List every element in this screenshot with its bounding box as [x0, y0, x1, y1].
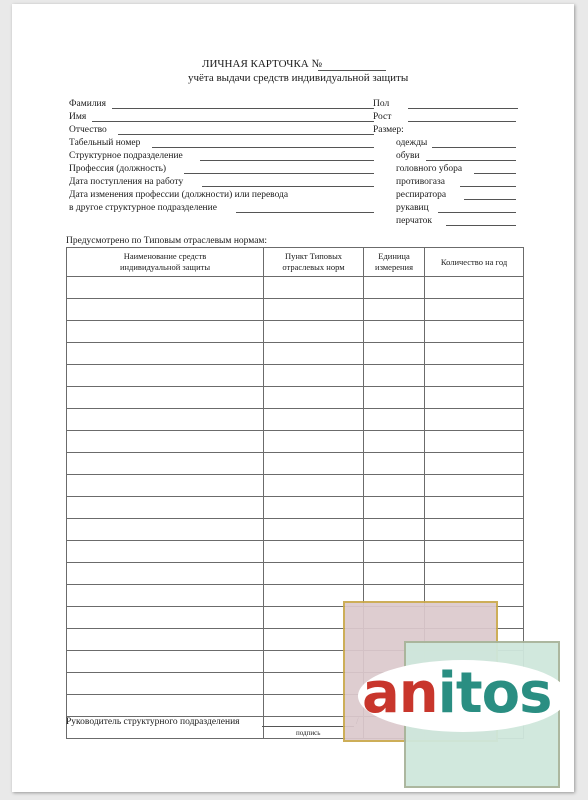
name-label: Имя: [69, 112, 87, 122]
table-cell[interactable]: [67, 453, 264, 475]
table-cell[interactable]: [364, 343, 425, 365]
table-row: [67, 277, 524, 299]
table-cell[interactable]: [264, 453, 364, 475]
manager-label: Руководитель структурного подразделения: [66, 717, 240, 727]
change-date-label-line1: Дата изменения профессии (должности) или перевода: [69, 190, 289, 200]
table-row: [67, 519, 524, 541]
table-row: [67, 365, 524, 387]
table-cell[interactable]: [67, 321, 264, 343]
table-cell[interactable]: [67, 695, 264, 717]
change-date-field[interactable]: [236, 212, 374, 213]
form-subtitle: учёта выдачи средств индивидуальной защиты: [188, 72, 409, 84]
table-cell[interactable]: [425, 343, 524, 365]
table-cell[interactable]: [67, 343, 264, 365]
department-field[interactable]: [200, 160, 374, 161]
gloves-label: перчаток: [396, 216, 432, 226]
table-cell[interactable]: [425, 409, 524, 431]
table-cell[interactable]: [425, 431, 524, 453]
table-cell[interactable]: [264, 563, 364, 585]
table-cell[interactable]: [425, 519, 524, 541]
headwear-label: головного убора: [396, 164, 463, 174]
col-unit-line2: измерения: [375, 262, 413, 272]
table-cell[interactable]: [264, 431, 364, 453]
shoes-label: обуви: [396, 151, 420, 161]
table-cell[interactable]: [364, 519, 425, 541]
table-cell[interactable]: [364, 387, 425, 409]
table-row: [67, 387, 524, 409]
table-cell[interactable]: [264, 277, 364, 299]
table-cell[interactable]: [67, 629, 264, 651]
table-cell[interactable]: [425, 321, 524, 343]
shoes-size-field[interactable]: [426, 160, 516, 161]
table-cell[interactable]: [364, 409, 425, 431]
tab-number-label: Табельный номер: [69, 138, 141, 148]
height-field[interactable]: [408, 121, 516, 122]
table-cell[interactable]: [67, 497, 264, 519]
table-cell[interactable]: [364, 453, 425, 475]
respirator-size-field[interactable]: [464, 199, 516, 200]
col-unit-header: [364, 248, 425, 277]
table-row: [67, 321, 524, 343]
table-row: [67, 343, 524, 365]
table-cell[interactable]: [264, 409, 364, 431]
height-label: Рост: [373, 112, 392, 122]
table-cell[interactable]: [67, 519, 264, 541]
table-row: [67, 299, 524, 321]
table-cell[interactable]: [364, 563, 425, 585]
table-row: [67, 475, 524, 497]
table-row: [67, 541, 524, 563]
table-row: [67, 409, 524, 431]
col-norm-item-line2: отраслевых норм: [282, 262, 345, 272]
size-label: Размер:: [373, 125, 404, 135]
col-unit-line1: Единица: [378, 251, 410, 261]
table-row: [67, 497, 524, 519]
table-cell[interactable]: [67, 651, 264, 673]
table-cell[interactable]: [264, 519, 364, 541]
gasmask-label: противогаза: [396, 177, 445, 187]
table-cell[interactable]: [67, 585, 264, 607]
signature-caption: подпись: [296, 729, 321, 737]
table-cell[interactable]: [364, 541, 425, 563]
col-ppe-name-line2: индивидуальной защиты: [119, 262, 211, 272]
table-cell[interactable]: [67, 607, 264, 629]
table-cell[interactable]: [364, 277, 425, 299]
title-text: ЛИЧНАЯ КАРТОЧКА №: [202, 58, 322, 70]
table-cell[interactable]: [264, 299, 364, 321]
sex-field[interactable]: [408, 108, 518, 109]
hire-date-label: Дата поступления на работу: [69, 177, 184, 187]
respirator-label: респиратора: [396, 190, 447, 200]
card-number-line[interactable]: [318, 70, 386, 71]
table-cell[interactable]: [67, 541, 264, 563]
col-ppe-name-line1: Наименование средств: [123, 251, 207, 261]
change-date-label-line2: в другое структурное подразделение: [69, 203, 217, 213]
table-cell[interactable]: [364, 431, 425, 453]
logo-part-itos: itos: [437, 661, 552, 726]
table-cell[interactable]: [264, 321, 364, 343]
table-cell[interactable]: [264, 365, 364, 387]
table-caption: Предусмотрено по Типовым отраслевым нормам:: [66, 236, 268, 246]
col-norm-item-header: [264, 248, 364, 277]
table-cell[interactable]: [264, 475, 364, 497]
table-cell[interactable]: [67, 563, 264, 585]
table-cell[interactable]: [364, 365, 425, 387]
gasmask-size-field[interactable]: [460, 186, 516, 187]
tab-number-field[interactable]: [152, 147, 374, 148]
gloves-size-field[interactable]: [446, 225, 516, 226]
patronymic-field[interactable]: [118, 134, 374, 135]
anitos-logo: [362, 661, 552, 726]
table-cell[interactable]: [67, 409, 264, 431]
table-cell[interactable]: [425, 563, 524, 585]
table-cell[interactable]: [364, 497, 425, 519]
table-row: [67, 431, 524, 453]
table-cell[interactable]: [425, 299, 524, 321]
mittens-label: рукавиц: [396, 203, 429, 213]
patronymic-label: Отчество: [69, 125, 107, 135]
profession-field[interactable]: [184, 173, 374, 174]
table-cell[interactable]: [364, 475, 425, 497]
department-label: Структурное подразделение: [69, 151, 183, 161]
table-cell[interactable]: [425, 497, 524, 519]
name-field[interactable]: [92, 121, 374, 122]
table-cell[interactable]: [425, 365, 524, 387]
form-title: [202, 58, 322, 70]
table-row: [67, 453, 524, 475]
hire-date-field[interactable]: [202, 186, 374, 187]
logo-part-an: an: [362, 661, 438, 726]
clothes-label: одежды: [396, 138, 428, 148]
col-qty-year-text: Количество на год: [440, 256, 508, 267]
table-cell[interactable]: [67, 475, 264, 497]
table-cell[interactable]: [264, 497, 364, 519]
table-cell[interactable]: [425, 541, 524, 563]
table-cell[interactable]: [264, 541, 364, 563]
table-cell[interactable]: [425, 475, 524, 497]
table-cell[interactable]: [67, 673, 264, 695]
table-cell[interactable]: [425, 277, 524, 299]
sex-label: Пол: [373, 99, 390, 109]
table-cell[interactable]: [67, 277, 264, 299]
col-ppe-name-header: [67, 248, 264, 277]
profession-label: Профессия (должность): [69, 164, 167, 174]
table-cell[interactable]: [264, 343, 364, 365]
table-cell[interactable]: [67, 299, 264, 321]
mittens-size-field[interactable]: [438, 212, 516, 213]
manager-signature-line[interactable]: [262, 726, 354, 727]
table-cell[interactable]: [67, 387, 264, 409]
table-cell[interactable]: [425, 387, 524, 409]
col-norm-item-line1: Пункт Типовых: [284, 251, 343, 261]
table-cell[interactable]: [425, 453, 524, 475]
surname-field[interactable]: [112, 108, 374, 109]
clothes-size-field[interactable]: [432, 147, 516, 148]
table-cell[interactable]: [364, 321, 425, 343]
table-cell[interactable]: [67, 431, 264, 453]
table-cell[interactable]: [364, 299, 425, 321]
table-row: [67, 563, 524, 585]
col-qty-year-header: [425, 248, 524, 277]
headwear-size-field[interactable]: [474, 173, 516, 174]
table-header-row: [67, 248, 524, 277]
table-cell[interactable]: [67, 365, 264, 387]
surname-label: Фамилия: [69, 99, 107, 109]
table-cell[interactable]: [264, 387, 364, 409]
